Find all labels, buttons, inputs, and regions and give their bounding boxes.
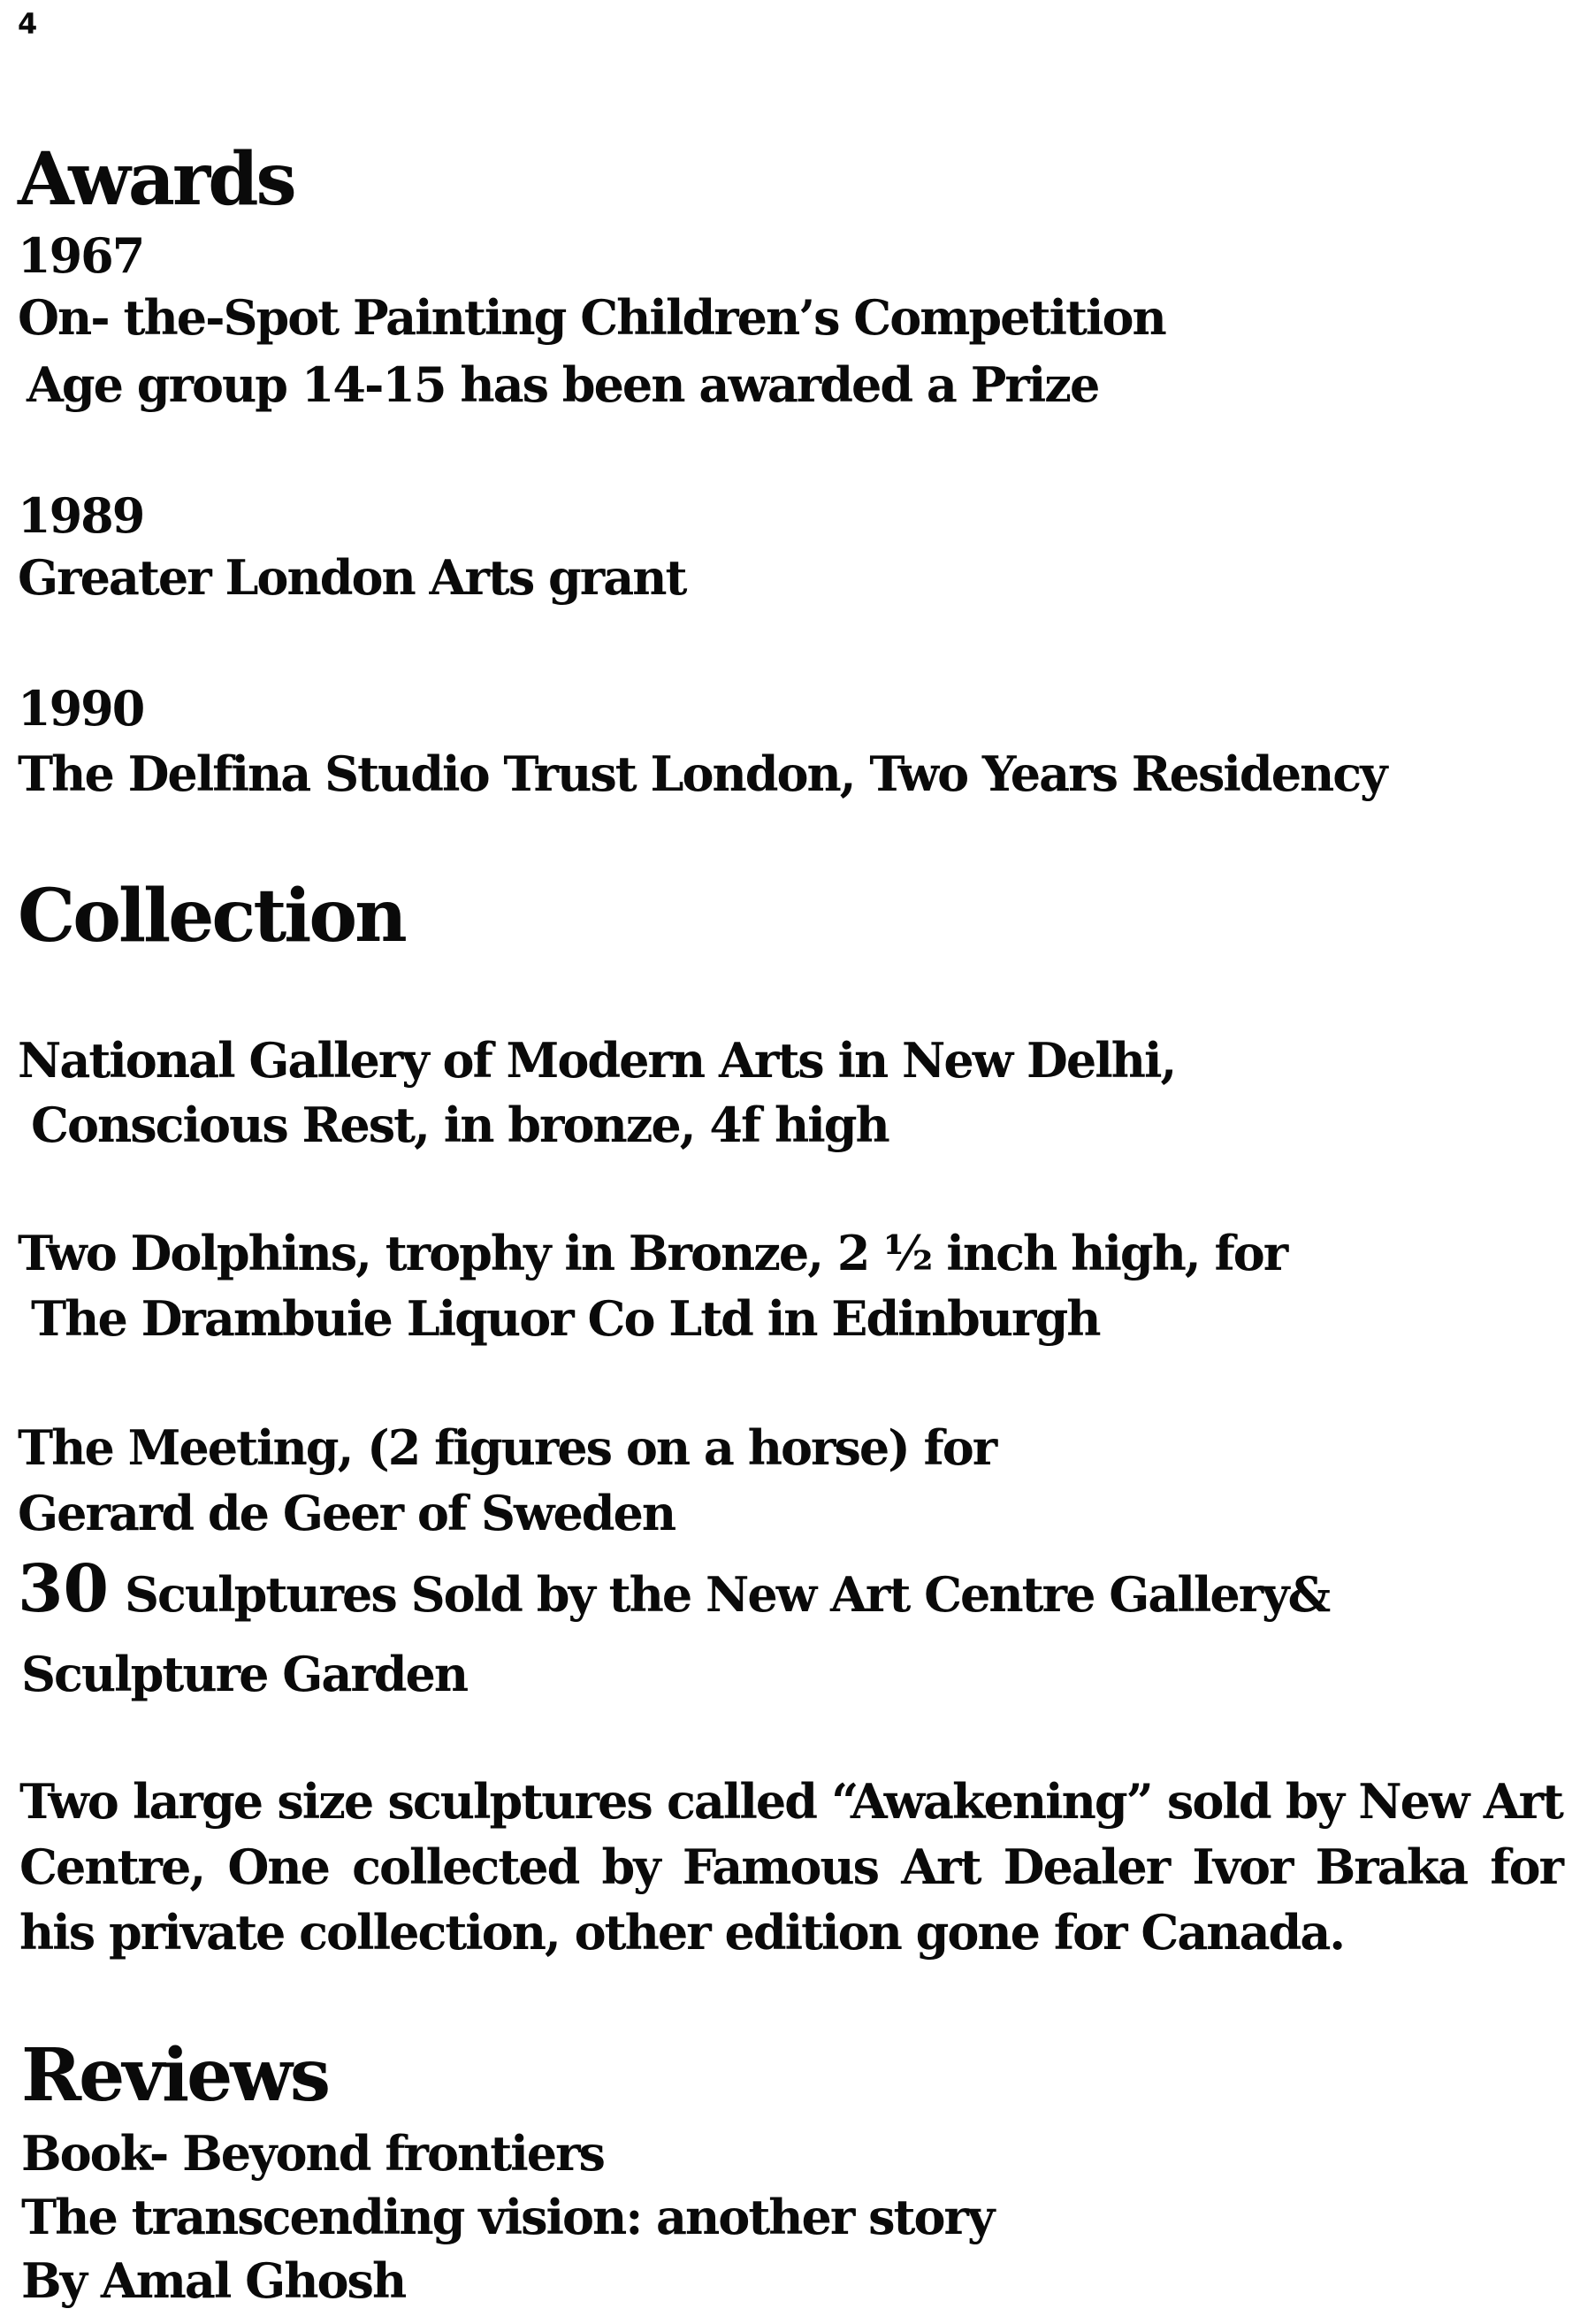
collection-item-2-line-2: The Drambuie Liquor Co Ltd in Edinburgh: [31, 1290, 1100, 1347]
award-1967-line-2: Age group 14-15 has been awarded a Prize: [27, 356, 1099, 413]
reviews-heading: Reviews: [21, 2033, 329, 2118]
award-year-1989: 1989: [18, 487, 144, 544]
review-line-2: The transcending vision: another story: [21, 2189, 994, 2245]
sculptures-sold-count: 30: [18, 1551, 109, 1627]
collection-item-1-line-1: National Gallery of Modern Arts in New Delhi,: [18, 1032, 1176, 1089]
review-line-1: Book- Beyond frontiers: [21, 2125, 604, 2182]
collection-item-3-line-2: Gerard de Geer of Sweden: [18, 1485, 676, 1541]
collection-heading: Collection: [18, 874, 405, 959]
award-1967-line-1: On- the-Spot Painting Children’s Competition: [18, 289, 1165, 346]
awakening-paragraph: Two large size sculptures called “Awakening” sold by New Art Centre, One collected by Famous Art Dealer Ivor Braka for his private collection, other edition gone for Canada.: [19, 1773, 1562, 1961]
sculptures-sold-line-2: Sculpture Garden: [21, 1646, 468, 1702]
award-year-1990: 1990: [18, 680, 144, 737]
sculptures-sold-line-1: [18, 1551, 1330, 1627]
sculptures-sold-text: Sculptures Sold by the New Art Centre Gallery&: [124, 1566, 1330, 1623]
award-year-1967: 1967: [18, 227, 144, 284]
award-1990-line-1: The Delfina Studio Trust London, Two Years Residency: [18, 745, 1386, 802]
review-line-3: By Amal Ghosh: [21, 2252, 406, 2309]
collection-item-1-line-2: Conscious Rest, in bronze, 4f high: [31, 1097, 889, 1153]
collection-item-2-line-1: Two Dolphins, trophy in Bronze, 2 ½ inch high, for: [18, 1225, 1287, 1281]
award-1989-line-1: Greater London Arts grant: [18, 549, 686, 606]
awards-heading: Awards: [18, 137, 294, 222]
collection-item-3-line-1: The Meeting, (2 figures on a horse) for: [18, 1419, 996, 1476]
page-number: 4: [18, 7, 38, 41]
